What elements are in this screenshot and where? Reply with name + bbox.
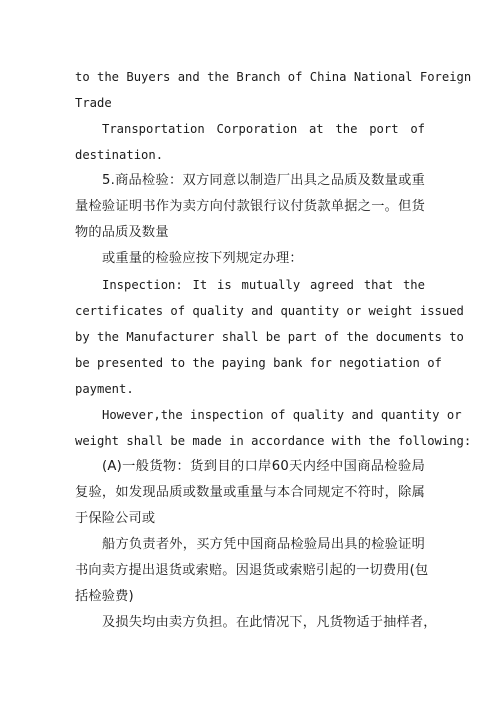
text-line-9: Inspection: It is mutually agreed that the [102, 278, 425, 292]
text-line-6: 量检验证明书作为卖方向付款银行议付货款单据之一。但货 [75, 199, 425, 214]
text-line-2: Trade [75, 96, 112, 110]
text-line-16: (A)一般货物：货到目的口岸60天内经中国商品检验局 [102, 459, 425, 474]
text-line-18: 于保险公司或 [75, 511, 156, 526]
text-line-11: by the Manufacturer shall be part of the documents to [75, 330, 464, 344]
text-line-10: certificates of quality and quantity or weight issued [75, 304, 464, 318]
text-line-12: be presented to the paying bank for negotiation of [75, 356, 442, 370]
text-line-20: 书向卖方提出退货或索赔。因退货或索赔引起的一切费用(包 [75, 563, 429, 578]
text-line-13: payment. [75, 382, 134, 396]
text-line-21: 括检验费) [75, 589, 134, 604]
text-line-7: 物的品质及数量 [75, 225, 169, 240]
text-line-3: Transportation Corporation at the port of [102, 122, 425, 136]
text-line-17: 复验，如发现品质或数量或重量与本合同规定不符时，除属 [75, 485, 425, 500]
text-line-15: weight shall be made in accordance with the following: [75, 434, 472, 448]
text-line-19: 船方负责者外，买方凭中国商品检验局出具的检验证明 [102, 537, 425, 552]
text-line-4: destination. [75, 148, 164, 162]
text-line-22: 及损失均由卖方负担。在此情况下，凡货物适于抽样者， [102, 615, 437, 630]
text-line-1: to the Buyers and the Branch of China National Foreign [75, 70, 472, 84]
text-line-5: 5.商品检验：双方同意以制造厂出具之品质及数量或重 [102, 173, 425, 188]
text-line-8: 或重量的检验应按下列规定办理： [102, 251, 303, 266]
text-line-14: However,the inspection of quality and quantity or [102, 408, 462, 422]
